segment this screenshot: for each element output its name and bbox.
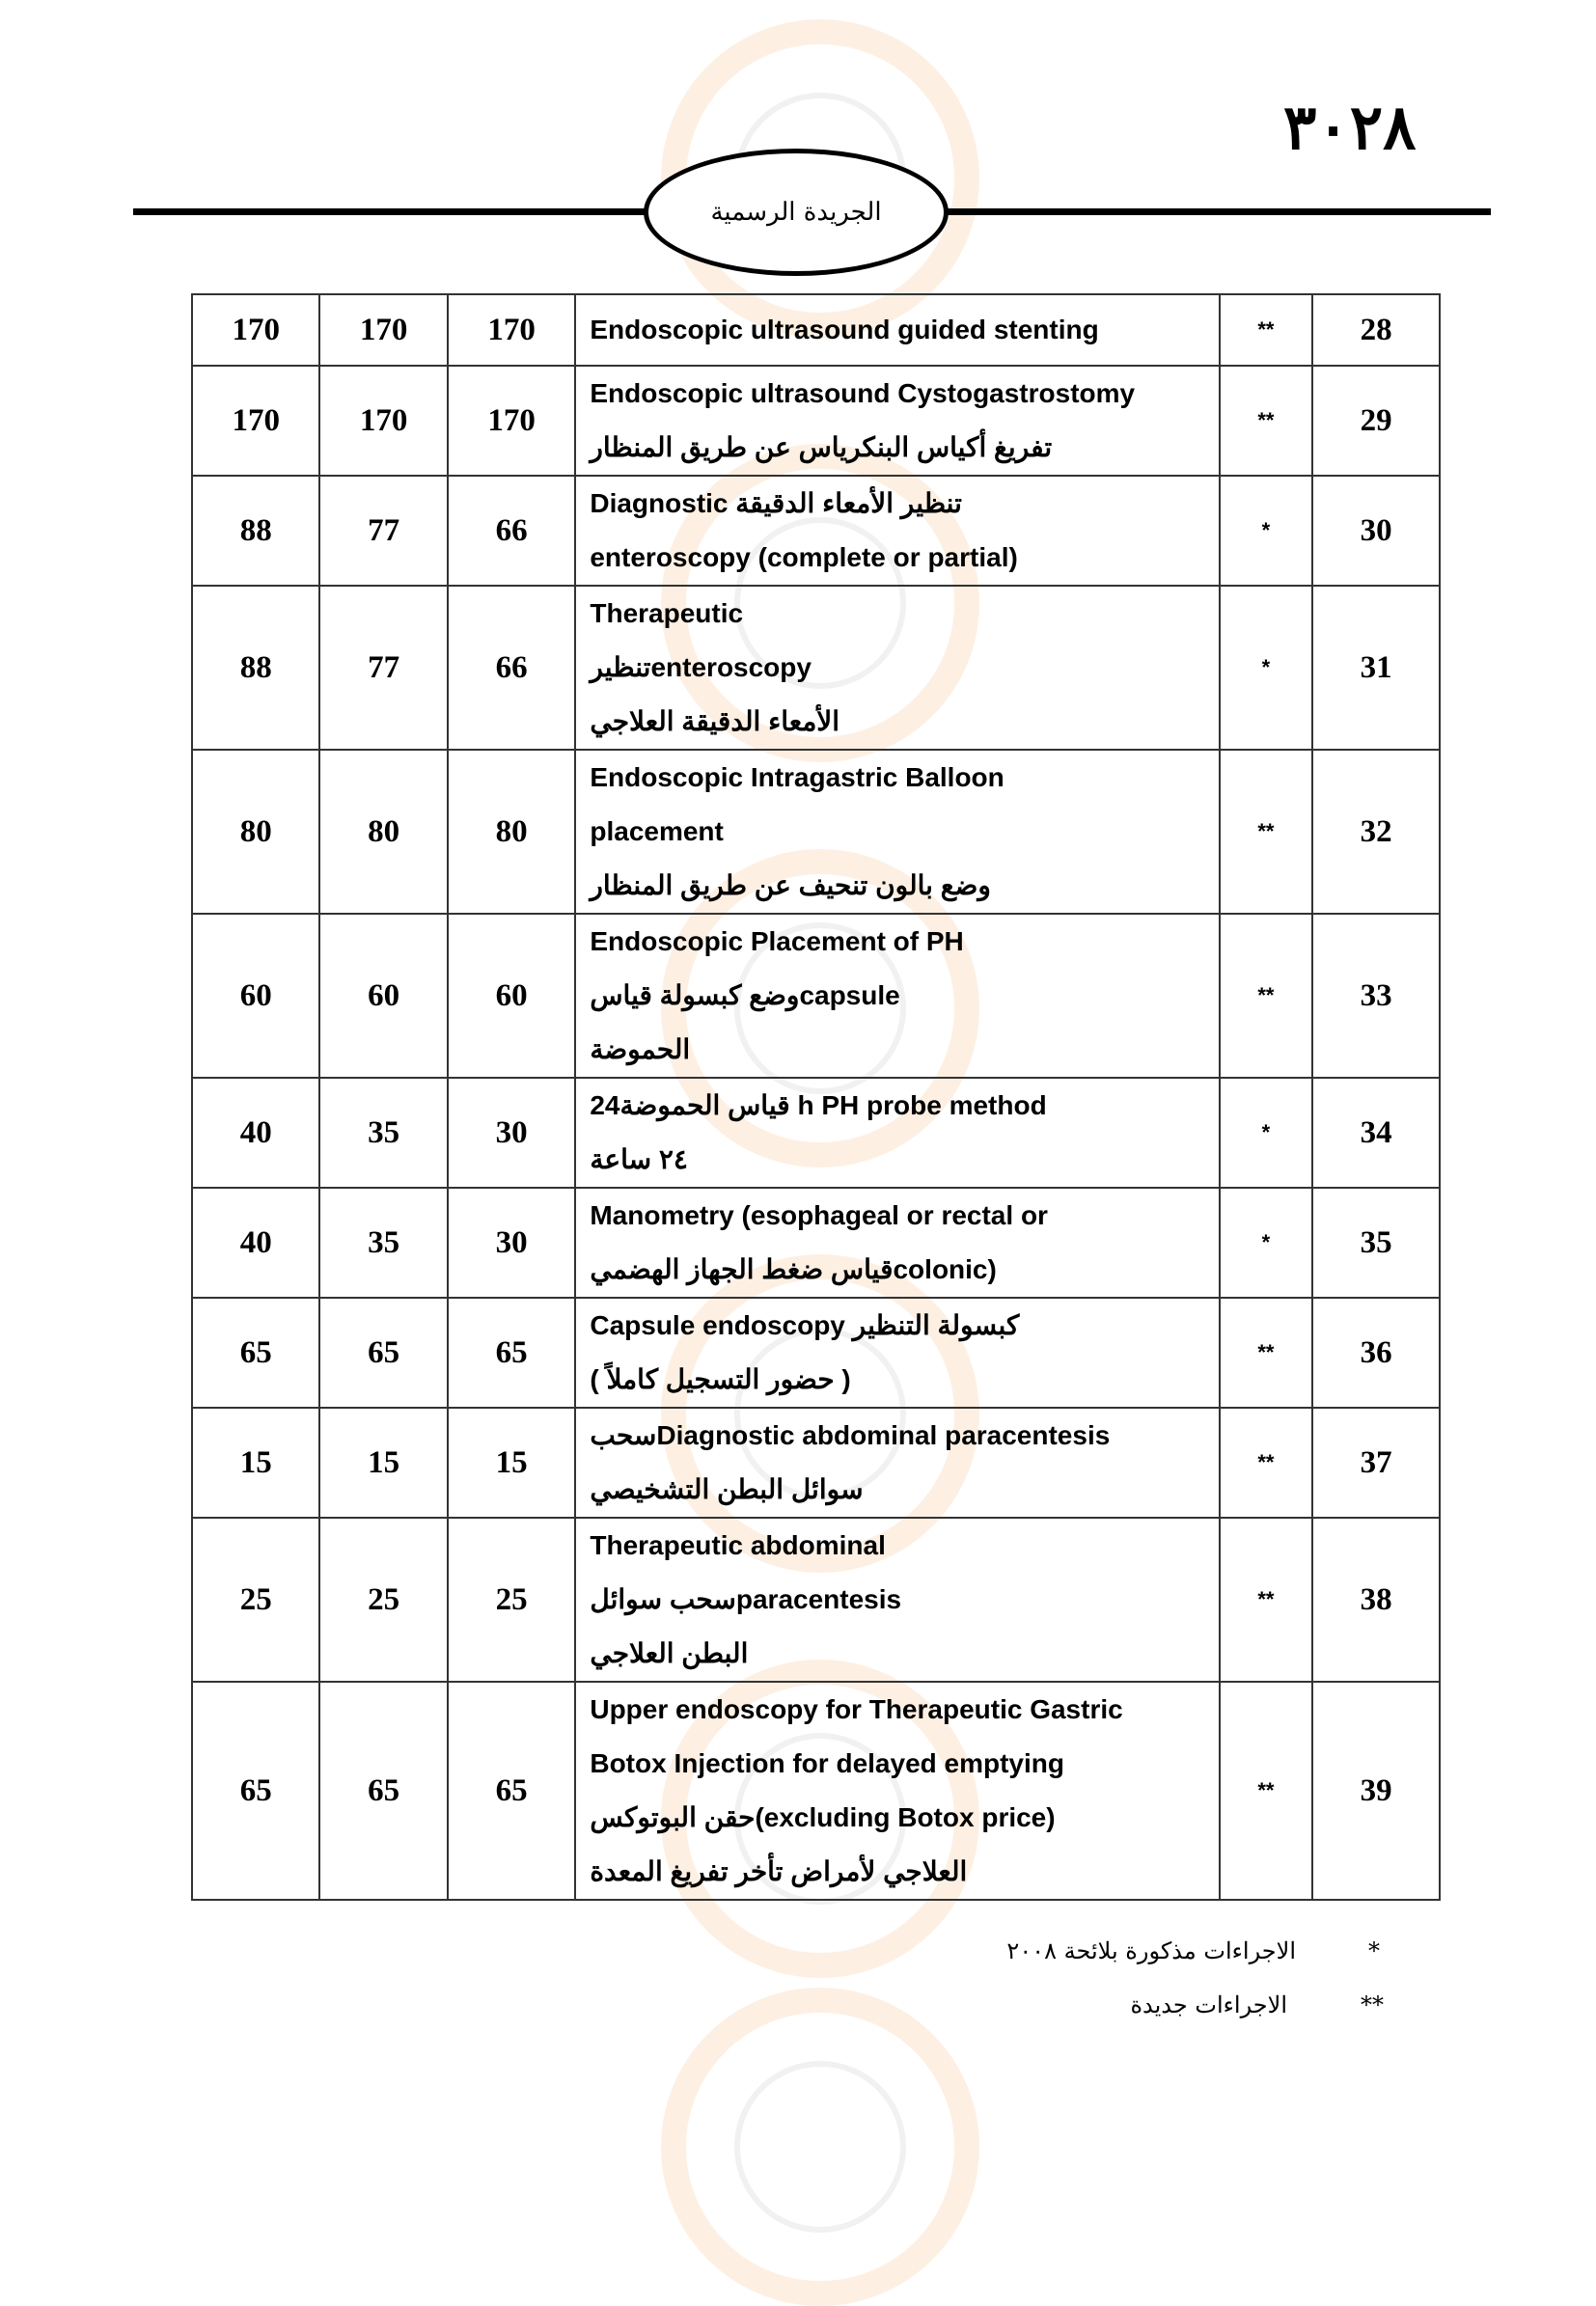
arabic-text: تفريغ أكياس البنكرياس عن طريق المنظار (590, 432, 1053, 462)
fee-cell-1: 80 (192, 750, 319, 914)
row-number: 34 (1312, 1078, 1440, 1188)
fee-cell-3: 170 (448, 366, 575, 476)
fee-cell-1: 60 (192, 914, 319, 1078)
fee-cell-2: 25 (319, 1518, 447, 1682)
arabic-text: سوائل البطن التشخيصي (590, 1474, 864, 1504)
fee-cell-2: 60 (319, 914, 447, 1078)
procedure-description (575, 476, 1219, 586)
procedures-table (191, 293, 1441, 1901)
table-row (192, 1188, 1440, 1298)
procedure-mark: * (1220, 1188, 1313, 1298)
procedure-description (575, 366, 1219, 476)
procedure-description (575, 1078, 1219, 1188)
fee-cell-1: 40 (192, 1078, 319, 1188)
fee-cell-2: 35 (319, 1078, 447, 1188)
description-line: قياس الحموضة24 h PH probe method (590, 1090, 1047, 1120)
description-line: enteroscopy (complete or partial) (590, 542, 1018, 572)
footnote-text: الاجراءات مذكورة بلائحة ٢٠٠٨ (1006, 1937, 1296, 1964)
procedure-description (575, 1188, 1219, 1298)
description-line: Upper endoscopy for Therapeutic Gastric (590, 1694, 1123, 1724)
description-line: سحبDiagnostic abdominal paracentesis (590, 1420, 1111, 1450)
procedure-mark: * (1220, 476, 1313, 586)
description-line: Botox Injection for delayed emptying (590, 1748, 1064, 1778)
table-row (192, 1298, 1440, 1408)
table-row (192, 366, 1440, 476)
procedure-mark: ** (1220, 1682, 1313, 1900)
description-line (590, 1353, 1218, 1407)
footnote-text: الاجراءات جديدة (1130, 1991, 1287, 2018)
watermark-clock (661, 1988, 979, 2306)
arabic-text: ٢٤ ساعة (590, 1144, 688, 1174)
description-line: Manometry (esophageal or rectal or (590, 1200, 1048, 1230)
description-line (590, 1845, 1218, 1899)
fee-cell-3: 170 (448, 294, 575, 366)
fee-cell-2: 170 (319, 366, 447, 476)
procedure-mark: ** (1220, 1518, 1313, 1682)
fee-cell-2: 35 (319, 1188, 447, 1298)
description-line: Therapeutic (590, 598, 744, 628)
description-line: Endoscopic Placement of PH (590, 926, 964, 956)
description-line: قياس ضغط الجهاز الهضميcolonic) (590, 1254, 997, 1284)
fee-cell-3: 65 (448, 1298, 575, 1408)
arabic-text: الأمعاء الدقيقة العلاجي (590, 706, 840, 736)
table-row (192, 750, 1440, 914)
row-number: 30 (1312, 476, 1440, 586)
procedure-mark: ** (1220, 294, 1313, 366)
description-line: Endoscopic Intragastric Balloon (590, 762, 1004, 792)
fee-cell-1: 15 (192, 1408, 319, 1518)
procedure-mark: ** (1220, 1298, 1313, 1408)
procedure-description (575, 1298, 1219, 1408)
procedure-mark: ** (1220, 1408, 1313, 1518)
description-line (590, 859, 1218, 913)
gazette-title-oval (644, 149, 949, 276)
fee-cell-2: 65 (319, 1298, 447, 1408)
procedure-mark: * (1220, 1078, 1313, 1188)
row-number: 33 (1312, 914, 1440, 1078)
page-number: ٣٠٢٨ (1283, 92, 1417, 164)
row-number: 29 (1312, 366, 1440, 476)
fee-cell-3: 60 (448, 914, 575, 1078)
fee-cell-2: 80 (319, 750, 447, 914)
row-number: 32 (1312, 750, 1440, 914)
footnote-symbol: ** (1361, 1991, 1384, 2018)
fee-cell-2: 77 (319, 476, 447, 586)
procedure-description (575, 1518, 1219, 1682)
fee-cell-3: 66 (448, 476, 575, 586)
procedure-mark: ** (1220, 914, 1313, 1078)
description-line: Capsule endoscopy كبسولة التنظير (590, 1310, 1020, 1340)
row-number: 35 (1312, 1188, 1440, 1298)
procedure-description (575, 914, 1219, 1078)
fee-cell-1: 40 (192, 1188, 319, 1298)
row-number: 39 (1312, 1682, 1440, 1900)
fee-cell-1: 25 (192, 1518, 319, 1682)
fee-cell-1: 65 (192, 1682, 319, 1900)
fee-cell-1: 65 (192, 1298, 319, 1408)
description-line: وضع كبسولة قياسcapsule (590, 980, 900, 1010)
fee-cell-3: 65 (448, 1682, 575, 1900)
fee-cell-2: 65 (319, 1682, 447, 1900)
procedure-description (575, 750, 1219, 914)
fee-cell-1: 88 (192, 586, 319, 750)
description-line: Diagnostic تنظير الأمعاء الدقيقة (590, 488, 962, 518)
fee-cell-3: 30 (448, 1078, 575, 1188)
table-row (192, 914, 1440, 1078)
procedure-mark: ** (1220, 366, 1313, 476)
fee-cell-1: 88 (192, 476, 319, 586)
procedure-description (575, 294, 1219, 366)
description-line: تنظيرenteroscopy (590, 652, 812, 682)
table-row (192, 476, 1440, 586)
description-line: Therapeutic abdominal (590, 1530, 886, 1560)
description-line: حقن البوتوكس(excluding Botox price) (590, 1802, 1056, 1832)
fee-cell-2: 170 (319, 294, 447, 366)
fee-cell-1: 170 (192, 366, 319, 476)
gazette-title: الجريدة الرسمية (710, 198, 882, 227)
description-line: Endoscopic ultrasound Cystogastrostomy (590, 378, 1136, 408)
procedure-description (575, 1408, 1219, 1518)
table-row (192, 294, 1440, 366)
description-line: placement (590, 816, 724, 846)
description-line (590, 421, 1218, 475)
table-row (192, 1518, 1440, 1682)
row-number: 38 (1312, 1518, 1440, 1682)
footnote-symbol: * (1368, 1937, 1380, 1964)
arabic-text: العلاجي لأمراض تأخر تفريغ المعدة (590, 1856, 968, 1886)
description-line: سحب سوائلparacentesis (590, 1584, 902, 1614)
procedure-description (575, 586, 1219, 750)
arabic-text: وضع بالون تنحيف عن طريق المنظار (590, 870, 991, 900)
fee-cell-2: 15 (319, 1408, 447, 1518)
fee-cell-3: 80 (448, 750, 575, 914)
description-line (590, 1133, 1218, 1187)
procedure-description (575, 1682, 1219, 1900)
fee-cell-3: 25 (448, 1518, 575, 1682)
arabic-text: الحموضة (590, 1034, 691, 1064)
table-row (192, 1078, 1440, 1188)
fee-cell-2: 77 (319, 586, 447, 750)
table-row (192, 1408, 1440, 1518)
description-line (590, 1023, 1218, 1077)
fee-cell-1: 170 (192, 294, 319, 366)
procedure-mark: ** (1220, 750, 1313, 914)
table-row (192, 586, 1440, 750)
row-number: 28 (1312, 294, 1440, 366)
row-number: 37 (1312, 1408, 1440, 1518)
fee-cell-3: 66 (448, 586, 575, 750)
description-line (590, 695, 1218, 749)
fee-cell-3: 15 (448, 1408, 575, 1518)
description-line: Endoscopic ultrasound guided stenting (590, 315, 1099, 344)
arabic-text: البطن العلاجي (590, 1638, 749, 1668)
fee-cell-3: 30 (448, 1188, 575, 1298)
row-number: 36 (1312, 1298, 1440, 1408)
row-number: 31 (1312, 586, 1440, 750)
procedure-mark: * (1220, 586, 1313, 750)
table-row (192, 1682, 1440, 1900)
description-line (590, 1463, 1218, 1517)
description-line (590, 1627, 1218, 1681)
arabic-text: ( حضور التسجيل كاملاً ) (590, 1364, 851, 1394)
